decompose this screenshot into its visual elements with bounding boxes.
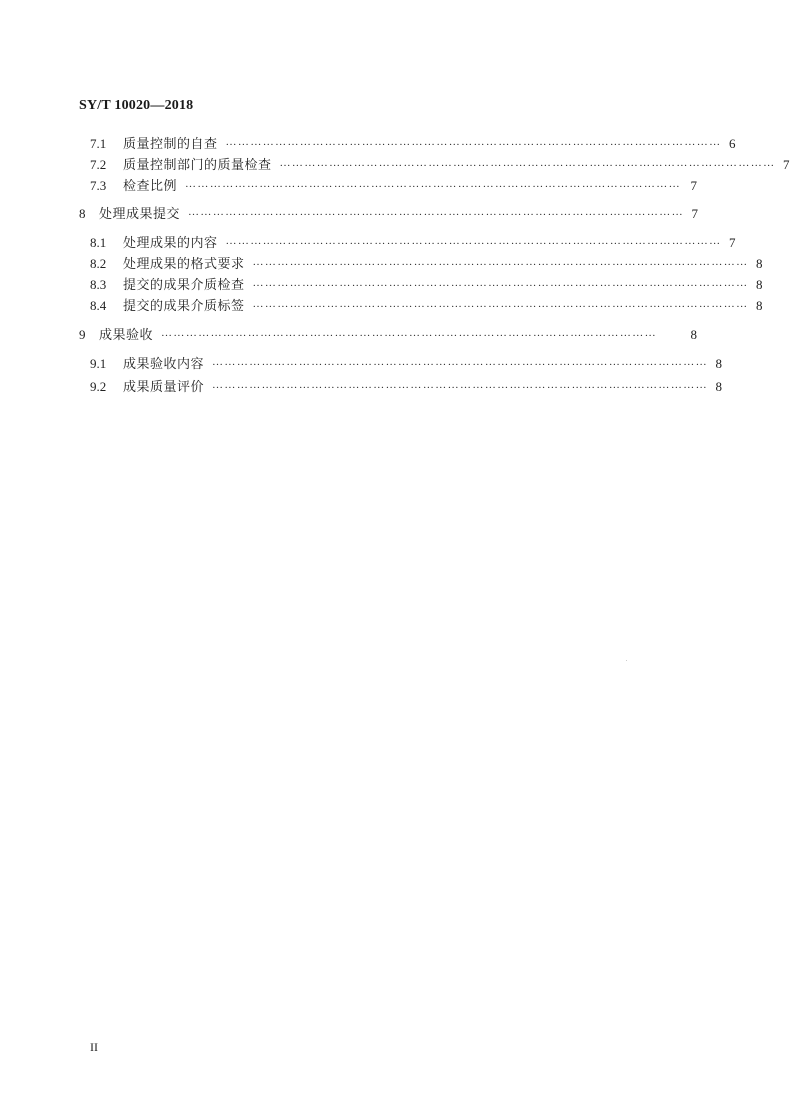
- toc-entry-8-4[interactable]: [90, 297, 763, 315]
- toc-entry-number: 8.2: [90, 256, 107, 271]
- toc-entry-8-1[interactable]: [90, 234, 736, 252]
- dot-leader: …………………………………………………………………………………………………………: [212, 379, 709, 391]
- toc-entry-number: 8: [79, 206, 86, 221]
- toc-entry-9[interactable]: [79, 326, 697, 344]
- toc-entry-number: 8.3: [90, 277, 107, 292]
- toc-entry-page: 8: [690, 327, 697, 342]
- toc-entry-page: 7: [690, 178, 697, 193]
- toc-entry-page: 8: [756, 277, 763, 292]
- toc-entry-8-2[interactable]: [90, 255, 763, 273]
- toc-entry-number: 9: [79, 327, 86, 342]
- toc-entry-7-2[interactable]: [90, 156, 790, 174]
- dot-leader: …………………………………………………………………………………………………………: [185, 178, 682, 190]
- toc-entry-title: 提交的成果介质标签: [123, 299, 245, 314]
- toc-entry-title: 质量控制部门的质量检查: [123, 158, 272, 173]
- dot-leader: …………………………………………………………………………………………………………: [188, 206, 685, 218]
- toc-entry-title: 处理成果的内容: [123, 236, 218, 251]
- toc-entry-number: 8.4: [90, 298, 107, 313]
- toc-entry-title: 提交的成果介质检查: [123, 278, 245, 293]
- toc-entry-page: 8: [756, 298, 763, 313]
- dot-leader: …………………………………………………………………………………………………………: [252, 298, 749, 310]
- toc-entry-title: 成果验收: [99, 328, 154, 343]
- toc-entry-9-2[interactable]: [90, 378, 723, 396]
- toc-entry-8-3[interactable]: [90, 276, 763, 294]
- toc-entry-number: 8.1: [90, 235, 107, 250]
- toc-entry-page: 8: [715, 356, 723, 371]
- toc-entry-page: 8: [715, 379, 723, 394]
- toc-entry-title: 处理成果的格式要求: [123, 257, 245, 272]
- toc-entry-title: 成果验收内容: [123, 357, 205, 372]
- dot-leader: …………………………………………………………………………………………………………: [225, 235, 722, 247]
- dot-leader: …………………………………………………………………………………………………………: [225, 136, 722, 148]
- dot-leader: …………………………………………………………………………………………………………: [279, 157, 776, 169]
- dot-leader: …………………………………………………………………………………………………………: [161, 327, 658, 339]
- toc-entry-8[interactable]: [79, 205, 697, 223]
- toc-entry-title: 处理成果提交: [99, 207, 181, 222]
- toc-entry-7-3[interactable]: [90, 177, 697, 195]
- toc-entry-number: 9.1: [90, 356, 107, 371]
- toc-entry-page: 6: [729, 136, 736, 151]
- scan-speck: [626, 660, 627, 661]
- toc-entry-9-1[interactable]: [90, 355, 723, 373]
- toc-entry-page: 7: [729, 235, 736, 250]
- document-code-header: SY/T 10020—2018: [79, 98, 194, 113]
- toc-entry-page: 8: [756, 256, 763, 271]
- toc-entry-7-1[interactable]: [90, 135, 736, 153]
- dot-leader: …………………………………………………………………………………………………………: [252, 277, 749, 289]
- toc-entry-page: 7: [783, 157, 790, 172]
- toc-entry-number: 7.3: [90, 178, 107, 193]
- toc-entry-title: 检查比例: [123, 179, 178, 194]
- dot-leader: …………………………………………………………………………………………………………: [212, 356, 709, 368]
- toc-entry-page: 7: [691, 206, 699, 221]
- toc-entry-title: 质量控制的自查: [123, 137, 218, 152]
- toc-entry-title: 成果质量评价: [123, 380, 205, 395]
- toc-entry-number: 9.2: [90, 379, 107, 394]
- toc-entry-number: 7.2: [90, 157, 107, 172]
- dot-leader: …………………………………………………………………………………………………………: [252, 256, 749, 268]
- page-number-footer: II: [90, 1040, 98, 1054]
- toc-entry-number: 7.1: [90, 136, 107, 151]
